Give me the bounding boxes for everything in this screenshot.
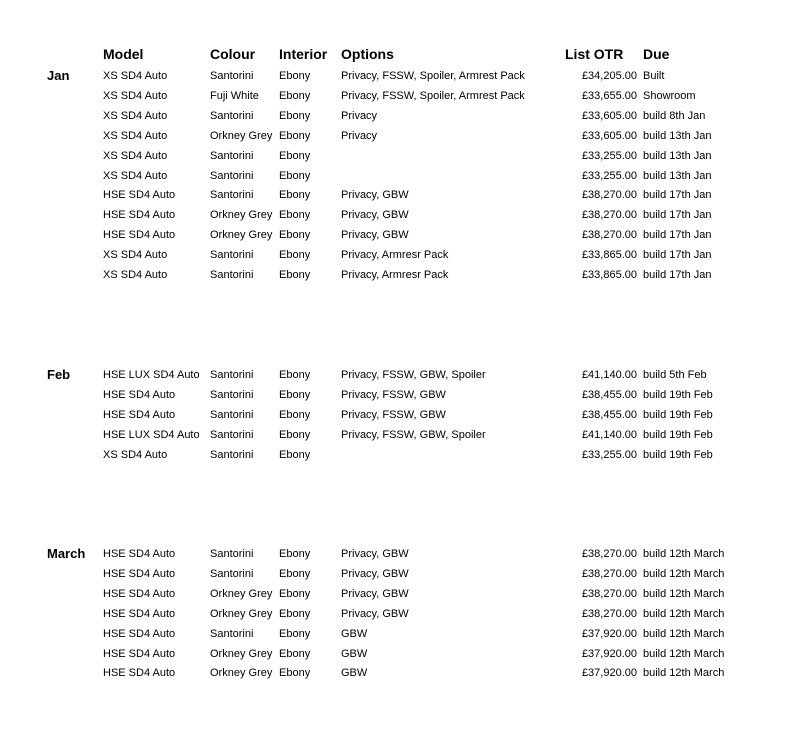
due-cell: build 19th Feb	[643, 409, 713, 421]
model-cell: HSE SD4 Auto	[103, 628, 176, 640]
header-colour: Colour	[210, 46, 256, 62]
colour-cell: Santorini	[210, 568, 254, 580]
table-row	[0, 388, 808, 408]
list-otr-cell: £33,605.00	[581, 130, 637, 142]
month-label: Feb	[47, 367, 71, 382]
table-row	[0, 69, 808, 89]
header-interior: Interior	[279, 46, 328, 62]
month-label: March	[47, 546, 86, 561]
interior-cell: Ebony	[279, 648, 311, 660]
list-otr-cell: £33,655.00	[581, 90, 637, 102]
due-cell: build 17th Jan	[643, 189, 712, 201]
model-cell: HSE SD4 Auto	[103, 189, 176, 201]
options-cell: GBW	[341, 667, 368, 679]
options-cell: Privacy, GBW	[341, 209, 409, 221]
interior-cell: Ebony	[279, 449, 311, 461]
model-cell: HSE SD4 Auto	[103, 409, 176, 421]
interior-cell: Ebony	[279, 229, 311, 241]
table-row	[0, 188, 808, 208]
list-otr-cell: £37,920.00	[581, 648, 637, 660]
colour-cell: Santorini	[210, 429, 254, 441]
table-row	[0, 89, 808, 109]
interior-cell: Ebony	[279, 588, 311, 600]
interior-cell: Ebony	[279, 389, 311, 401]
table-row	[0, 368, 808, 388]
list-otr-cell: £41,140.00	[581, 369, 637, 381]
due-cell: build 12th March	[643, 608, 725, 620]
colour-cell: Orkney Grey	[210, 608, 273, 620]
due-cell: build 13th Jan	[643, 170, 712, 182]
colour-cell: Santorini	[210, 389, 254, 401]
model-cell: HSE LUX SD4 Auto	[103, 369, 200, 381]
options-cell: Privacy, FSSW, Spoiler, Armrest Pack	[341, 70, 525, 82]
table-row	[0, 567, 808, 587]
model-cell: XS SD4 Auto	[103, 150, 168, 162]
interior-cell: Ebony	[279, 429, 311, 441]
model-cell: XS SD4 Auto	[103, 70, 168, 82]
table-row	[0, 587, 808, 607]
interior-cell: Ebony	[279, 189, 311, 201]
options-cell: Privacy, GBW	[341, 568, 409, 580]
model-cell: HSE SD4 Auto	[103, 229, 176, 241]
colour-cell: Orkney Grey	[210, 667, 273, 679]
colour-cell: Santorini	[210, 548, 254, 560]
colour-cell: Santorini	[210, 189, 254, 201]
due-cell: build 19th Feb	[643, 389, 713, 401]
list-otr-cell: £38,270.00	[581, 608, 637, 620]
model-cell: HSE SD4 Auto	[103, 568, 176, 580]
interior-cell: Ebony	[279, 269, 311, 281]
interior-cell: Ebony	[279, 628, 311, 640]
colour-cell: Orkney Grey	[210, 588, 273, 600]
options-cell: GBW	[341, 628, 368, 640]
list-otr-cell: £41,140.00	[581, 429, 637, 441]
table-row	[0, 129, 808, 149]
model-cell: XS SD4 Auto	[103, 90, 168, 102]
due-cell: build 17th Jan	[643, 209, 712, 221]
colour-cell: Santorini	[210, 70, 254, 82]
table-row	[0, 428, 808, 448]
list-otr-cell: £37,920.00	[581, 667, 637, 679]
table-row	[0, 547, 808, 567]
list-otr-cell: £37,920.00	[581, 628, 637, 640]
list-otr-cell: £33,865.00	[581, 249, 637, 261]
colour-cell: Santorini	[210, 628, 254, 640]
colour-cell: Orkney Grey	[210, 209, 273, 221]
interior-cell: Ebony	[279, 667, 311, 679]
table-row	[0, 149, 808, 169]
options-cell: Privacy, GBW	[341, 189, 409, 201]
list-otr-cell: £38,270.00	[581, 588, 637, 600]
options-cell: Privacy, FSSW, GBW, Spoiler	[341, 429, 486, 441]
options-cell: Privacy	[341, 130, 378, 142]
list-otr-cell: £33,605.00	[581, 110, 637, 122]
table-row	[0, 228, 808, 248]
interior-cell: Ebony	[279, 548, 311, 560]
table-row	[0, 647, 808, 667]
interior-cell: Ebony	[279, 608, 311, 620]
options-cell: Privacy, GBW	[341, 608, 409, 620]
due-cell: build 13th Jan	[643, 150, 712, 162]
interior-cell: Ebony	[279, 209, 311, 221]
due-cell: build 12th March	[643, 568, 725, 580]
due-cell: build 8th Jan	[643, 110, 706, 122]
colour-cell: Orkney Grey	[210, 130, 273, 142]
model-cell: HSE LUX SD4 Auto	[103, 429, 200, 441]
due-cell: build 12th March	[643, 548, 725, 560]
table-row	[0, 208, 808, 228]
colour-cell: Santorini	[210, 449, 254, 461]
due-cell: build 17th Jan	[643, 229, 712, 241]
colour-cell: Santorini	[210, 409, 254, 421]
month-label: Jan	[47, 68, 70, 83]
due-cell: build 5th Feb	[643, 369, 707, 381]
header-options: Options	[341, 46, 394, 62]
interior-cell: Ebony	[279, 170, 311, 182]
options-cell: Privacy, FSSW, GBW	[341, 389, 446, 401]
colour-cell: Santorini	[210, 269, 254, 281]
due-cell: build 19th Feb	[643, 429, 713, 441]
due-cell: build 12th March	[643, 588, 725, 600]
list-otr-cell: £38,455.00	[581, 409, 637, 421]
options-cell: Privacy, FSSW, GBW	[341, 409, 446, 421]
list-otr-cell: £33,255.00	[581, 170, 637, 182]
interior-cell: Ebony	[279, 150, 311, 162]
interior-cell: Ebony	[279, 568, 311, 580]
due-cell: build 17th Jan	[643, 249, 712, 261]
model-cell: HSE SD4 Auto	[103, 608, 176, 620]
header-model: Model	[103, 46, 144, 62]
due-cell: build 12th March	[643, 628, 725, 640]
list-otr-cell: £38,455.00	[581, 389, 637, 401]
due-cell: build 12th March	[643, 648, 725, 660]
list-otr-cell: £38,270.00	[581, 189, 637, 201]
options-cell: Privacy, GBW	[341, 229, 409, 241]
options-cell: Privacy, FSSW, GBW, Spoiler	[341, 369, 486, 381]
options-cell: Privacy, Armresr Pack	[341, 249, 449, 261]
model-cell: XS SD4 Auto	[103, 249, 168, 261]
colour-cell: Santorini	[210, 369, 254, 381]
model-cell: XS SD4 Auto	[103, 170, 168, 182]
options-cell: Privacy, GBW	[341, 588, 409, 600]
due-cell: build 19th Feb	[643, 449, 713, 461]
table-row	[0, 666, 808, 686]
colour-cell: Orkney Grey	[210, 648, 273, 660]
options-cell: GBW	[341, 648, 368, 660]
model-cell: HSE SD4 Auto	[103, 648, 176, 660]
options-cell: Privacy, FSSW, Spoiler, Armrest Pack	[341, 90, 525, 102]
due-cell: build 12th March	[643, 667, 725, 679]
table-row	[0, 248, 808, 268]
model-cell: XS SD4 Auto	[103, 269, 168, 281]
colour-cell: Orkney Grey	[210, 229, 273, 241]
model-cell: XS SD4 Auto	[103, 110, 168, 122]
list-otr-cell: £38,270.00	[581, 568, 637, 580]
model-cell: HSE SD4 Auto	[103, 389, 176, 401]
interior-cell: Ebony	[279, 110, 311, 122]
model-cell: HSE SD4 Auto	[103, 548, 176, 560]
interior-cell: Ebony	[279, 369, 311, 381]
table-row	[0, 268, 808, 288]
model-cell: XS SD4 Auto	[103, 449, 168, 461]
list-otr-cell: £33,255.00	[581, 449, 637, 461]
table-row	[0, 627, 808, 647]
colour-cell: Santorini	[210, 249, 254, 261]
model-cell: XS SD4 Auto	[103, 130, 168, 142]
model-cell: HSE SD4 Auto	[103, 667, 176, 679]
colour-cell: Santorini	[210, 110, 254, 122]
list-otr-cell: £38,270.00	[581, 209, 637, 221]
header-list-otr: List OTR	[565, 46, 624, 62]
list-otr-cell: £33,865.00	[581, 269, 637, 281]
due-cell: build 13th Jan	[643, 130, 712, 142]
table-row	[0, 408, 808, 428]
list-otr-cell: £33,255.00	[581, 150, 637, 162]
options-cell: Privacy	[341, 110, 378, 122]
colour-cell: Santorini	[210, 170, 254, 182]
interior-cell: Ebony	[279, 409, 311, 421]
header-due: Due	[643, 46, 670, 62]
table-row	[0, 169, 808, 189]
interior-cell: Ebony	[279, 249, 311, 261]
table-row	[0, 109, 808, 129]
list-otr-cell: £38,270.00	[581, 229, 637, 241]
due-cell: Showroom	[643, 90, 696, 102]
colour-cell: Santorini	[210, 150, 254, 162]
interior-cell: Ebony	[279, 70, 311, 82]
table-row	[0, 607, 808, 627]
interior-cell: Ebony	[279, 90, 311, 102]
colour-cell: Fuji White	[210, 90, 259, 102]
interior-cell: Ebony	[279, 130, 311, 142]
list-otr-cell: £38,270.00	[581, 548, 637, 560]
list-otr-cell: £34,205.00	[581, 70, 637, 82]
table-row	[0, 448, 808, 468]
options-cell: Privacy, GBW	[341, 548, 409, 560]
model-cell: HSE SD4 Auto	[103, 209, 176, 221]
due-cell: Built	[643, 70, 665, 82]
options-cell: Privacy, Armresr Pack	[341, 269, 449, 281]
due-cell: build 17th Jan	[643, 269, 712, 281]
model-cell: HSE SD4 Auto	[103, 588, 176, 600]
